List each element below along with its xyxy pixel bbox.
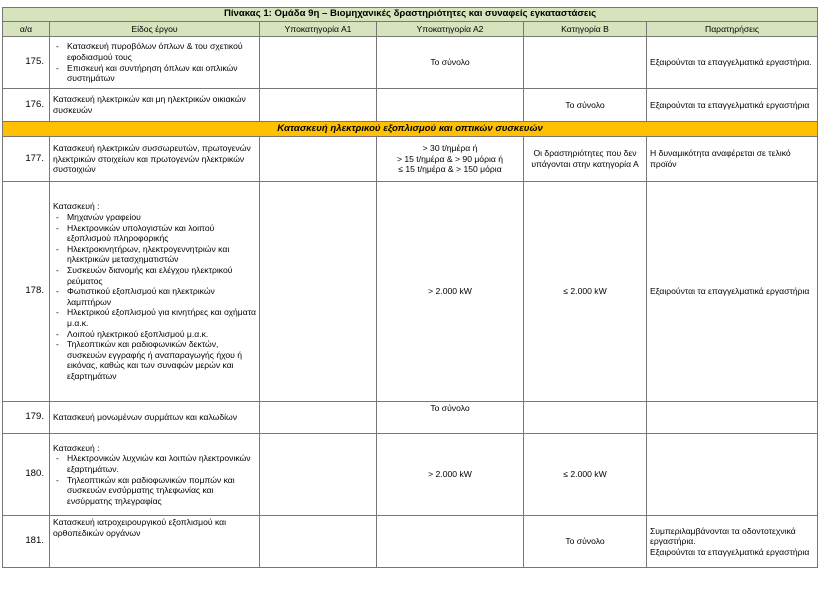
project-item-list (53, 212, 256, 382)
table-row (3, 516, 818, 568)
column-header-type: Είδος έργου (50, 22, 260, 37)
column-header-aa: α/α (3, 22, 50, 37)
project-item-list (53, 41, 256, 83)
notes-cell (647, 402, 818, 434)
row-number: 178. (3, 182, 50, 402)
cat-b-cell: Το σύνολο (524, 89, 647, 122)
sub-a2-cell: Το σύνολο (377, 37, 524, 89)
project-type-cell (50, 37, 260, 89)
note-line: Συμπεριλαμβάνονται τα οδοντοτεχνικά εργαστήρια. (650, 525, 796, 547)
table-title: Πίνακας 1: Ομάδα 9η – Βιομηχανικές δραστηριότητες και συναφείς εγκαταστάσεις (3, 8, 818, 22)
sub-a2-cell (377, 89, 524, 122)
notes-cell: Η δυναμικότητα αναφέρεται σε τελικό προϊόν (647, 137, 818, 182)
project-type-cell (50, 182, 260, 402)
threshold-line: ≤ 15 t/ημέρα & > 150 μόρια (398, 164, 502, 175)
notes-cell (647, 434, 818, 516)
note-line: Εξαιρούνται τα επαγγελματικά εργαστήρια (650, 546, 810, 557)
list-item: - Ηλεκτροκινητήρων, ηλεκτρογεννητριών και ηλεκτρικών μετασχηματιστών (53, 244, 256, 265)
threshold-line: > 15 t/ημέρα & > 90 μόρια ή (396, 153, 504, 164)
table-row (3, 402, 818, 434)
section-row (3, 122, 818, 137)
sub-a2-cell (377, 516, 524, 568)
sub-a1-cell (260, 137, 377, 182)
project-type-cell: Κατασκευή μονωμένων συρμάτων και καλωδίων (50, 402, 260, 434)
column-header-notes: Παρατηρήσεις (647, 22, 818, 37)
list-item: - Λοιπού ηλεκτρικού εξοπλισμού μ.α.κ. (53, 329, 256, 340)
threshold-line: > 30 t/ημέρα ή (422, 143, 478, 154)
notes-cell: Εξαιρούνται τα επαγγελματικά εργαστήρια (647, 89, 818, 122)
cat-b-cell: ≤ 2.000 kW (524, 182, 647, 402)
sub-a2-cell: > 2.000 kW (377, 434, 524, 516)
sub-a1-cell (260, 516, 377, 568)
sub-a1-cell (260, 402, 377, 434)
table-row (3, 37, 818, 89)
cat-b-cell: Οι δραστηριότητες που δεν υπάγονται στην κατηγορία Α (524, 137, 647, 182)
list-item: - Ηλεκτρονικών λυχνιών και λοιπών ηλεκτρονικών εξαρτημάτων. (53, 453, 256, 474)
regulation-table (2, 7, 818, 568)
sub-a1-cell (260, 89, 377, 122)
sub-a2-cell: Το σύνολο (377, 402, 524, 434)
row-number: 179. (3, 402, 50, 434)
cat-b-cell (524, 37, 647, 89)
row-number: 177. (3, 137, 50, 182)
notes-cell: Εξαιρούνται τα επαγγελματικά εργαστήρια (647, 182, 818, 402)
row-number: 175. (3, 37, 50, 89)
row-number: 181. (3, 516, 50, 568)
list-lead: Κατασκευή : (53, 442, 100, 453)
cat-b-cell (524, 402, 647, 434)
list-lead: Κατασκευή : (53, 201, 100, 212)
list-item: - Μηχανών γραφείου (53, 212, 256, 223)
project-type-cell (50, 434, 260, 516)
table-row (3, 89, 818, 122)
column-header-sub-a1: Υποκατηγορία Α1 (260, 22, 377, 37)
column-header-cat-b: Κατηγορία Β (524, 22, 647, 37)
sub-a2-cell: > 2.000 kW (377, 182, 524, 402)
project-type-cell: Κατασκευή ηλεκτρικών συσσωρευτών, πρωτογενών ηλεκτρικών στοιχείων και πρωτογενών ηλεκτρικών συστοιχιών (50, 137, 260, 182)
list-item: - Επισκευή και συντήρηση όπλων και οπλικών συστημάτων (53, 63, 256, 84)
table-row (3, 182, 818, 402)
project-type-cell: Κατασκευή ιατροχειρουργικού εξοπλισμού και ορθοπεδικών οργάνων (50, 516, 260, 568)
column-header-sub-a2: Υποκατηγορία Α2 (377, 22, 524, 37)
cat-b-cell: Το σύνολο (524, 516, 647, 568)
list-item: - Κατασκευή πυροβόλων όπλων & του σχετικού εφοδιασμού τους (53, 41, 256, 62)
cat-b-cell: ≤ 2.000 kW (524, 434, 647, 516)
row-number: 180. (3, 434, 50, 516)
notes-cell: Εξαιρούνται τα επαγγελματικά εργαστήρια. (647, 37, 818, 89)
list-item: - Τηλεοπτικών και ραδιοφωνικών πομπών και συσκευών ενσύρματης τηλεφωνίας και ενσύρματης τηλεγραφίας (53, 475, 256, 507)
sub-a1-cell (260, 182, 377, 402)
list-item: - Ηλεκτρικού εξοπλισμού για κινητήρες και οχήματα μ.α.κ. (53, 307, 256, 328)
list-item: - Ηλεκτρονικών υπολογιστών και λοιπού εξοπλισμού πληροφορικής (53, 223, 256, 244)
project-item-list (53, 453, 256, 506)
notes-cell (647, 516, 818, 568)
table-row (3, 137, 818, 182)
list-item: - Συσκευών διανομής και ελέγχου ηλεκτρικού ρεύματος (53, 265, 256, 286)
row-number: 176. (3, 89, 50, 122)
sub-a1-cell (260, 434, 377, 516)
section-title: Κατασκευή ηλεκτρικού εξοπλισμού και οπτικών συσκευών (3, 122, 818, 137)
list-item: - Φωτιστικού εξοπλισμού και ηλεκτρικών λαμπτήρων (53, 286, 256, 307)
sub-a1-cell (260, 37, 377, 89)
table-row (3, 434, 818, 516)
list-item: - Τηλεοπτικών και ραδιοφωνικών δεκτών, συσκευών εγγραφής ή αναπαραγωγής ήχου ή εικόνας, καθώς και των συναφών μερών και εξαρτημάτων (53, 339, 256, 381)
sub-a2-cell (377, 137, 524, 182)
project-type-cell: Κατασκευή ηλεκτρικών και μη ηλεκτρικών οικιακών συσκευών (50, 89, 260, 122)
